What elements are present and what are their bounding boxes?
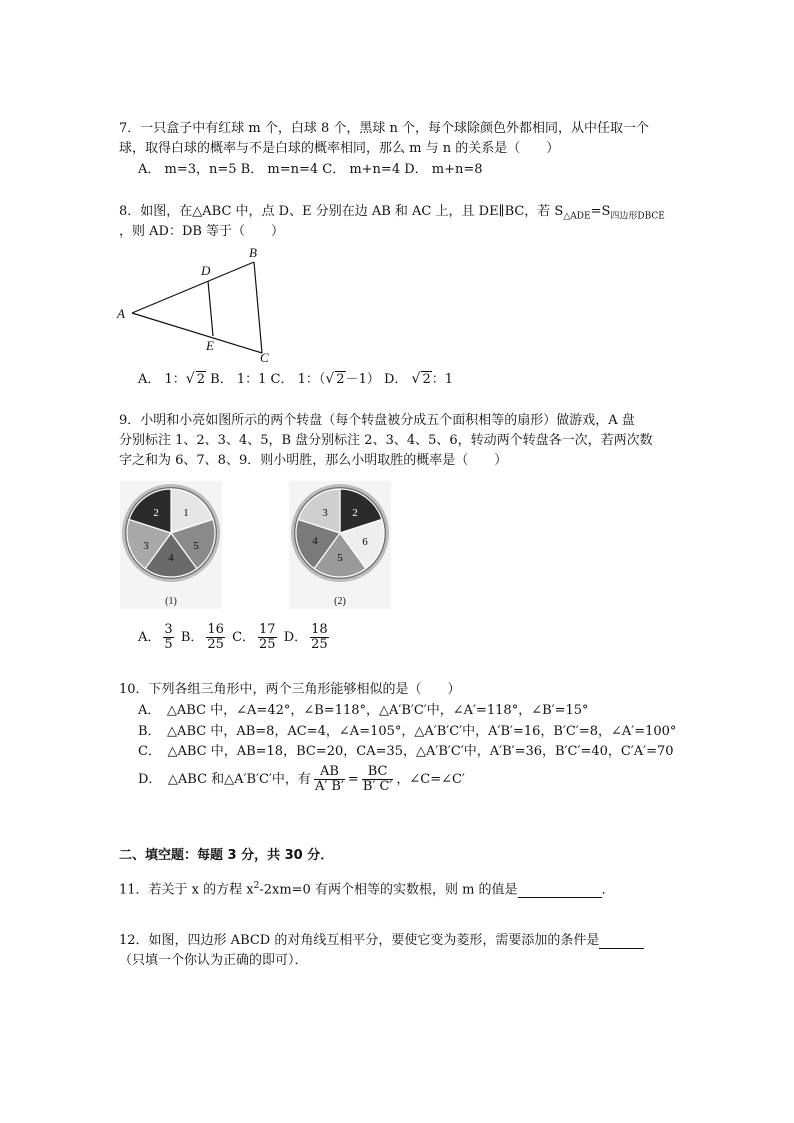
q11-sup: 2 — [253, 881, 260, 891]
q11-end: ． — [601, 882, 615, 898]
q7-line1: 7．一只盒子中有红球 m 个，白球 8 个，黑球 n 个，每个球除颜色外都相同，从中任取一个 — [119, 121, 650, 136]
q10-opt-d — [138, 762, 465, 798]
section2-heading: 二、填空题：每题 3 分，共 30 分． — [119, 848, 334, 863]
q9-line1: 9．小明和小亮如图所示的两个转盘（每个转盘被分成五个面积相等的扇形）做游戏，A 盘 — [119, 413, 635, 428]
q12-line1 — [119, 933, 644, 949]
q8-opt-a-radicand: 2 — [196, 372, 205, 387]
q10-opt-d-post: ，∠C=∠C′ — [396, 772, 465, 787]
q10-stem: 10．下列各组三角形中，两个三角形能够相似的是（ ） — [119, 682, 461, 697]
q8-options: A． 1：√ 2 B． 1：1 C． 1：（√ 2－1） D． √ 2：1 — [138, 371, 454, 387]
q8-label-e: E — [206, 338, 214, 353]
q9-spinner-b-label-5: 5 — [337, 552, 343, 564]
q9-opt-d-den: 25 — [311, 637, 328, 652]
q10-opt-d-frac2 — [362, 765, 394, 794]
q12-line1-text: 12．如图，四边形 ABCD 的对角线互相平分，要使它变为菱形，需要添加的条件是 — [119, 933, 600, 948]
q10-opt-b: B． △ABC 中，AB=8，AC=4，∠A=105°，△A′B′C′中，A′B′=16，B′C′=8，∠A′=100° — [138, 724, 677, 739]
q7-options: A． m=3，n=5 B． m=n=4 C． m+n=4 D． m+n=8 — [138, 162, 483, 177]
q9-opt-b-letter: B． — [180, 630, 204, 645]
q8-label-b: B — [249, 245, 257, 260]
q8-sub-dbce: 四边形DBCE — [610, 211, 665, 222]
q12-answer-blank[interactable] — [599, 935, 644, 949]
q9-opt-b-den: 25 — [207, 637, 224, 652]
q9-spinner-a-label-5: 5 — [193, 540, 199, 552]
q8-triangle-figure — [112, 240, 282, 368]
q9-spinner-b-label-3: 3 — [322, 507, 328, 519]
q9-spinner-a-label-3: 3 — [143, 540, 149, 552]
q12-line2: （只填一个你认为正确的即可）． — [119, 953, 308, 968]
q8-opt-c-post: －1） D． — [345, 372, 408, 387]
q8-line2: ，则 AD：DB 等于（ ） — [119, 224, 285, 239]
q8-label-a: A — [117, 306, 125, 321]
q7-line2: 球，取得白球的概率与不是白球的概率相同，那么 m 与 n 的关系是（ ） — [119, 141, 560, 156]
q11-post: -2xm=0 有两个相等的实数根，则 m 的值是 — [259, 882, 518, 898]
q10-opt-d-frac2-num: BC — [362, 765, 394, 780]
q9-opt-d-frac — [310, 623, 329, 652]
q9-opt-c-letter: C． — [232, 630, 256, 645]
q9-line3: 字之和为 6、7、8、9．则小明胜，那么小明取胜的概率是（ ） — [119, 453, 508, 468]
q10-opt-d-frac1 — [314, 765, 345, 794]
q11-pre: 11．若关于 x 的方程 x — [119, 882, 254, 898]
q9-opt-b-frac — [206, 623, 225, 652]
q9-spinner-b-label-6: 6 — [362, 536, 368, 548]
q9-opt-d-num: 18 — [311, 622, 328, 637]
q8-sub-ade: △ADE — [563, 211, 591, 222]
q8-line1-text: 8．如图，在△ABC 中，点 D、E 分别在边 AB 和 AC 上，且 DE∥BC，若 S — [119, 204, 564, 219]
q10-opt-c: C． △ABC 中，AB=18，BC=20，CA=35，△A′B′C′中，A′B′=36，B′C′=40，C′A′=70 — [138, 744, 674, 759]
q9-opt-b-num: 16 — [207, 622, 224, 637]
q9-spinner-a — [120, 481, 222, 609]
q9-opt-d-letter: D． — [283, 630, 308, 645]
q8-eq: =S — [590, 204, 611, 219]
q9-caption-1: (1) — [165, 596, 177, 607]
q10-opt-d-frac1-num: AB — [314, 765, 345, 780]
q11-line — [119, 878, 615, 898]
q9-spinner-a-label-4: 4 — [168, 552, 174, 564]
q9-spinner-b — [289, 481, 391, 609]
q9-opt-c-den: 25 — [259, 637, 276, 652]
q9-spinner-b-label-4: 4 — [312, 535, 318, 547]
q10-opt-d-frac1-den: A′ B′ — [314, 779, 344, 794]
q10-opt-d-pre: D． △ABC 和△A′B′C′中，有 — [138, 772, 311, 787]
q8-label-c: C — [260, 350, 269, 365]
q8-line1 — [119, 204, 665, 225]
q8-opt-b: B． 1：1 C． 1：（ — [210, 372, 326, 387]
q9-spinner-a-label-1: 1 — [183, 507, 189, 519]
q9-caption-2: (2) — [334, 596, 346, 607]
q8-opt-c-radicand: 2 — [336, 372, 345, 387]
q11-answer-blank[interactable] — [518, 884, 602, 898]
q9-spinner-a-label-2: 2 — [153, 507, 159, 519]
q8-opt-d-post: ：1 — [431, 372, 454, 387]
q9-opt-c-frac — [258, 623, 277, 652]
q8-opt-d-radicand: 2 — [422, 372, 431, 387]
q9-opt-a-letter: A． — [138, 630, 161, 645]
q9-spinner-b-label-2: 2 — [352, 507, 358, 519]
q9-opt-a-num: 3 — [164, 622, 173, 637]
q10-opt-d-eq: = — [347, 772, 359, 787]
q9-line2: 分别标注 1、2、3、4、5，B 盘分别标注 2、3、4、5、6，转动两个转盘各一次，若两次数 — [119, 433, 653, 448]
q10-opt-d-frac2-den: B′ C′ — [362, 779, 393, 794]
q9-opt-c-num: 17 — [259, 622, 276, 637]
q8-label-d: D — [201, 263, 211, 278]
q10-opt-a: A． △ABC 中，∠A=42°，∠B=118°，△A′B′C′中，∠A′=118°，∠B′=15° — [138, 703, 589, 718]
q9-options — [138, 620, 332, 656]
q9-opt-a-frac — [163, 623, 173, 652]
q8-opt-a: A． 1： — [138, 372, 186, 387]
q9-opt-a-den: 5 — [164, 637, 173, 652]
